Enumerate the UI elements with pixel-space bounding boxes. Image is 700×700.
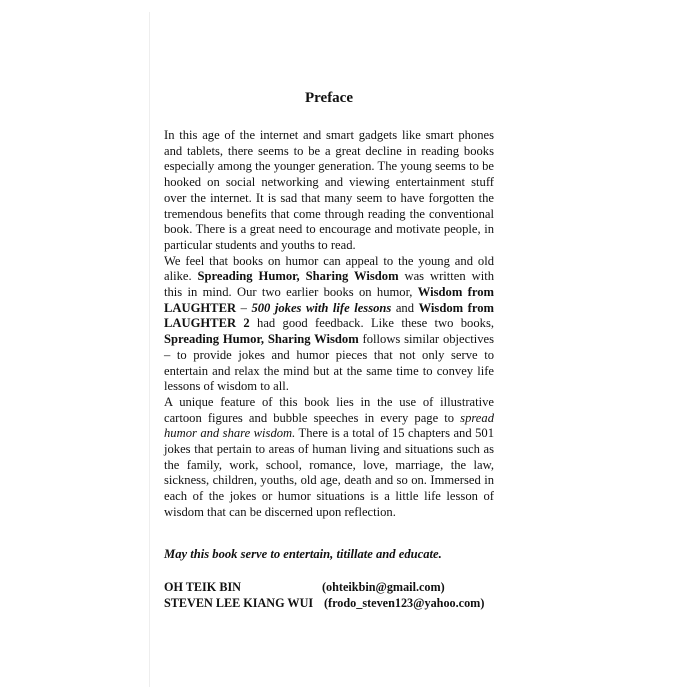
p2-text-4: and xyxy=(391,300,419,315)
author-name: STEVEN LEE KIANG WUI xyxy=(164,595,314,610)
book-subtitle-500-jokes: 500 jokes with life lessons xyxy=(251,300,392,315)
p2-text-5: had good feedback. Like these two books, xyxy=(249,316,494,331)
p2-text-3: – xyxy=(236,300,252,315)
p2-text-1: We feel that books on humor can appeal to the young and old alike. xyxy=(164,253,494,284)
book-title-spreading-humor: Spreading Humor, Sharing Wisdom xyxy=(197,269,399,284)
preface-body xyxy=(164,128,494,521)
paragraph-1: In this age of the internet and smart gadgets like smart phones and tablets, there seems to be a great decline in reading books especially among the younger generation. The young seems to be hooked on social networking and viewing entertainment stuff over the internet. It is sad that many seem to have forgotten the tremendous benefits that come through reading the conventional book. There is a great need to encourage and motivate people, in particular students and youths to read. xyxy=(164,128,494,252)
book-title-spreading-humor-2: Spreading Humor, Sharing Wisdom xyxy=(164,332,359,347)
paragraph-3 xyxy=(164,395,494,521)
preface-page xyxy=(164,0,494,700)
p3-text-1: A unique feature of this book lies in the use of illustrative cartoon figures and bubble speeches in every page to xyxy=(164,394,494,425)
page-edge-divider xyxy=(149,12,150,687)
book-title-wisdom-from-laughter: Wisdom from LAUGHTER xyxy=(164,285,494,315)
author-email: (frodo_steven123@yahoo.com) xyxy=(324,595,485,610)
italic-phrase-spread-humor: spread humor and share wisdom. xyxy=(164,410,494,441)
book-title-wisdom-from-laughter-2: Wisdom from LAUGHTER 2 xyxy=(164,300,494,331)
author-email: (ohteikbin@gmail.com) xyxy=(322,580,445,594)
paragraph-2 xyxy=(164,254,494,395)
page-title: Preface xyxy=(304,90,354,106)
author-name: OH TEIK BIN xyxy=(164,580,241,594)
p3-text-2: There is a total of 15 chapters and 501 jokes that pertain to areas of human living and situations such as the family, work, school, romance, love, marriage, the law, sickness, children, youths, old age, death and so on. Immersed in each of the jokes or humor situations is a little life lesson of wisdom that can be discerned upon reflection. xyxy=(164,426,494,519)
closing-line: May this book serve to entertain, titillate and educate. xyxy=(164,547,442,561)
p2-text-6: follows similar objectives – to provide jokes and humor pieces that not only serve to entertain and relax the mind but at the same time to convey life lessons of wisdom to all. xyxy=(164,332,494,394)
p2-text-2: was written with this in mind. Our two earlier books on humor, xyxy=(164,269,494,300)
